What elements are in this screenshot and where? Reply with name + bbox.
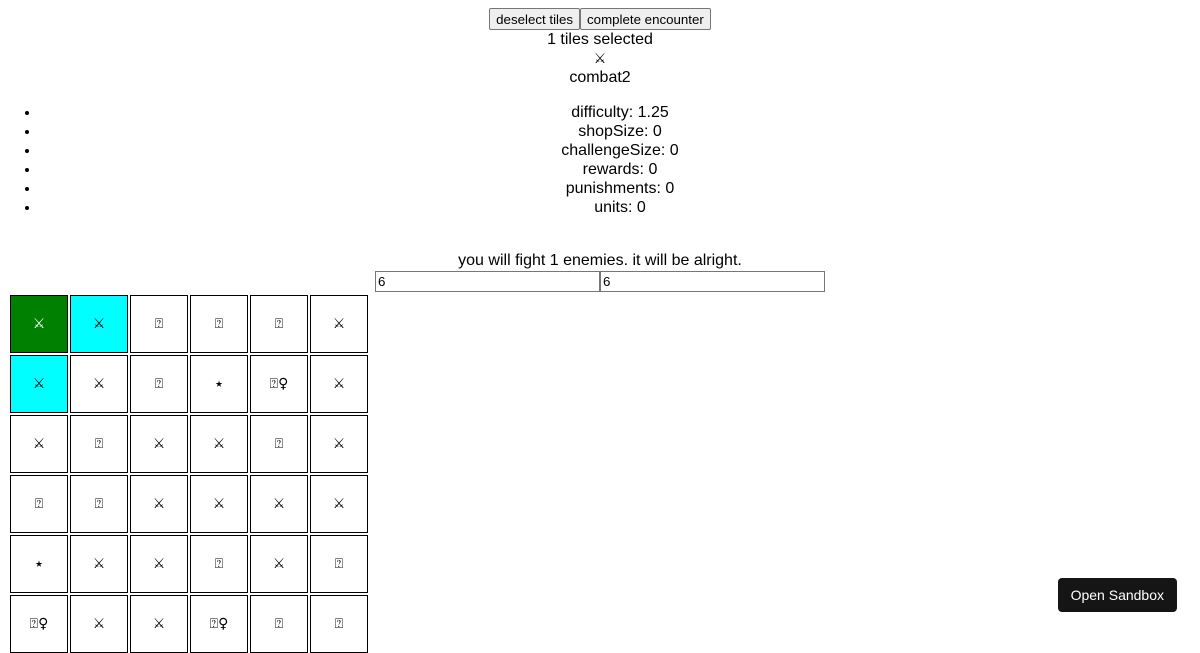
grid-tile[interactable]: ⚔ <box>250 475 308 533</box>
grid-rows-input[interactable] <box>375 271 600 292</box>
tile-grid <box>10 295 368 653</box>
grid-tile[interactable]: ⍰ <box>310 535 368 593</box>
grid-tile[interactable]: ⍰ <box>190 295 248 353</box>
grid-tile[interactable]: ⍰ <box>70 415 128 473</box>
stat-rewards: • rewards: 0 <box>40 160 1200 179</box>
grid-tile[interactable]: ⍰ <box>130 355 188 413</box>
grid-tile[interactable]: ⍰ <box>250 415 308 473</box>
grid-tile[interactable]: ⚔ <box>130 475 188 533</box>
grid-tile[interactable]: ⍰ <box>70 475 128 533</box>
grid-tile[interactable]: ⍰♀ <box>190 595 248 653</box>
grid-tile[interactable]: ⚔ <box>310 415 368 473</box>
open-sandbox-button[interactable]: Open Sandbox <box>1058 578 1177 612</box>
stat-shop-size: • shopSize: 0 <box>40 122 1200 141</box>
stat-difficulty: • difficulty: 1.25 <box>40 103 1200 122</box>
deselect-tiles-button[interactable]: deselect tiles <box>489 8 580 30</box>
grid-tile[interactable]: ⚔ <box>10 355 68 413</box>
button-row <box>0 8 1200 30</box>
grid-tile[interactable]: ⚔ <box>310 295 368 353</box>
grid-tile[interactable]: ⍰ <box>130 295 188 353</box>
grid-tile[interactable]: ⚔ <box>70 595 128 653</box>
stat-punishments: • punishments: 0 <box>40 179 1200 198</box>
grid-tile[interactable]: ⍰ <box>310 595 368 653</box>
grid-tile[interactable]: ⍰ <box>250 595 308 653</box>
encounter-name: combat2 <box>569 69 631 86</box>
stat-units: • units: 0 <box>40 198 1200 217</box>
tiles-selected-count: 1 tiles selected <box>547 31 653 48</box>
grid-tile[interactable]: ⍰♀ <box>10 595 68 653</box>
grid-tile[interactable]: ⚔ <box>130 595 188 653</box>
grid-tile[interactable]: ⍰ <box>10 475 68 533</box>
grid-tile[interactable]: ⚔ <box>130 535 188 593</box>
grid-tile[interactable]: ⚔ <box>130 415 188 473</box>
grid-tile[interactable]: ⚔ <box>190 415 248 473</box>
grid-tile[interactable]: ⚔ <box>190 475 248 533</box>
grid-tile[interactable]: ⭑ <box>10 535 68 593</box>
grid-cols-input[interactable] <box>600 271 825 292</box>
grid-tile[interactable]: ⚔ <box>10 415 68 473</box>
grid-tile[interactable]: ⍰ <box>190 535 248 593</box>
grid-tile[interactable]: ⚔ <box>70 295 128 353</box>
fight-message: you will fight 1 enemies. it will be alright. <box>458 252 742 269</box>
crossed-swords-icon: ⚔ <box>593 50 607 66</box>
grid-tile[interactable]: ⍰ <box>250 295 308 353</box>
encounter-stats-list <box>0 103 1200 217</box>
grid-tile[interactable]: ⚔ <box>70 535 128 593</box>
grid-tile[interactable]: ⚔ <box>10 295 68 353</box>
grid-tile[interactable]: ⚔ <box>310 355 368 413</box>
grid-tile[interactable]: ⚔ <box>250 535 308 593</box>
grid-tile[interactable]: ⍰♀ <box>250 355 308 413</box>
complete-encounter-button[interactable]: complete encounter <box>580 8 711 30</box>
encounter-panel <box>0 0 1200 87</box>
grid-tile[interactable]: ⚔ <box>70 355 128 413</box>
grid-size-inputs <box>0 271 1200 292</box>
stat-challenge-size: • challengeSize: 0 <box>40 141 1200 160</box>
grid-tile[interactable]: ⭑ <box>190 355 248 413</box>
grid-tile[interactable]: ⚔ <box>310 475 368 533</box>
